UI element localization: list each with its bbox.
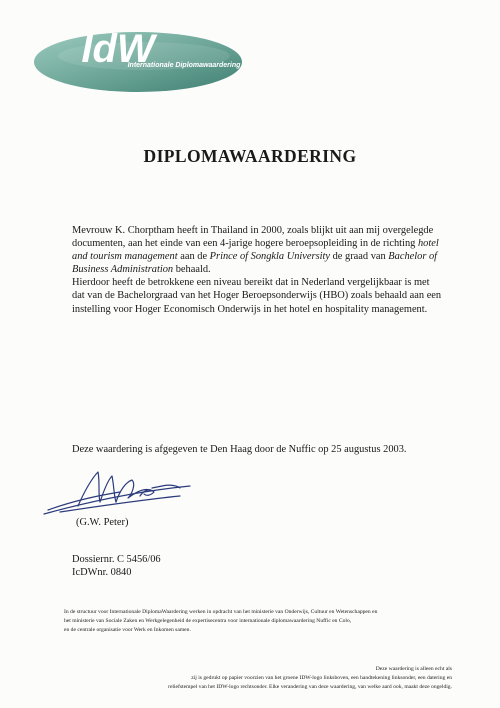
validity-line: reliefstempel van het IDW-logo rechtsonder. Elke verandering van deze waardering, van welke aard ook, maakt deze ongeldig. [168, 684, 452, 690]
logo-mark: IdW [81, 27, 155, 71]
footnote [64, 608, 464, 635]
validity-line: Deze waardering is alleen echt als [375, 666, 452, 672]
idw-logo [32, 22, 244, 94]
handwritten-signature [40, 466, 210, 520]
footnote-line: het ministerie van Sociale Zaken en Werkgelegenheid de expertisecentra voor internationale diplomawaardering Nuffic en Colo, [64, 618, 352, 624]
idw-number: IcDWnr. 0840 [72, 567, 132, 578]
validity-line: zij is gedrukt op papier voorzien van het groene IDW-logo linksboven, een handtekening linksonder, een datering en [191, 675, 452, 681]
degree-name: Bachelor of Business Administration [72, 251, 438, 276]
validity-notice [72, 665, 452, 692]
statement-paragraph-2: Hierdoor heeft de betrokkene een niveau bereikt dat in Nederland vergelijkbaar is met dat van de Bachelorgraad van het Hoger Beroepsonderwijs (HBO) zoals behaald aan een instelling voor Hoger Economisch Onderwijs in het hotel en hospitality management. [72, 277, 442, 315]
field-of-study: hotel and tourism management [72, 238, 439, 263]
dossier-info [72, 553, 161, 579]
logo-tagline: Internationale Diplomawaardering [127, 62, 241, 69]
statement [72, 224, 444, 316]
institution-name: Prince of Songkla University [209, 251, 331, 263]
footnote-line: en de centrale organisatie voor Werk en Inkomen samen. [64, 627, 191, 633]
dossier-number: Dossiernr. C 5456/06 [72, 554, 161, 565]
statement-paragraph-1: Mevrouw K. Chorptham heeft in Thailand in 2000, zoals blijkt uit aan mij overgelegde documenten, aan het einde van een 4-jarige hogere beroepsopleiding in de richting hotel and tourism management aan de Prince of Songkla University de graad van Bachelor of Business Administration behaald. [72, 225, 439, 276]
issue-statement: Deze waardering is afgegeven te Den Haag door de Nuffic op 25 augustus 2003. [72, 444, 407, 455]
document-title: DIPLOMAWAARDERING [143, 146, 357, 166]
footnote-line: In de structuur voor Internationale DiplomaWaardering werken in opdracht van het ministerie van Onderwijs, Cultuur en Wetenschappen en [64, 609, 378, 615]
signer-name: (G.W. Peter) [76, 517, 129, 528]
